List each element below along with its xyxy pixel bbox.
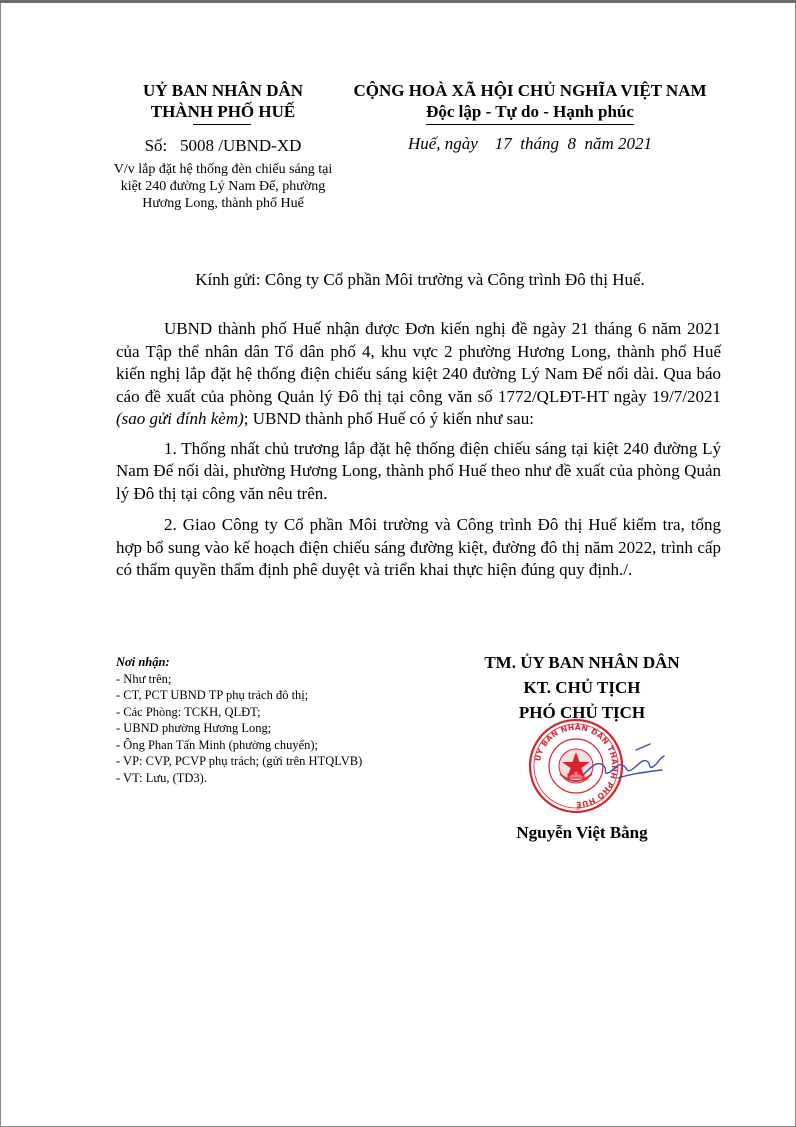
distribution-item: - UBND phường Hương Long;	[116, 721, 272, 735]
signing-authority: TM. ỦY BAN NHÂN DÂN	[484, 653, 680, 672]
handwritten-signature-icon	[578, 736, 668, 786]
distribution-item: - Như trên;	[116, 671, 172, 686]
country-name: CỘNG HOÀ XÃ HỘI CHỦ NGHĨA VIỆT NAM	[353, 81, 707, 100]
signer-title: PHÓ CHỦ TỊCH	[518, 703, 646, 722]
signer-name: Nguyễn Việt Bằng	[516, 823, 648, 842]
body-paragraph-3: 2. Giao Công ty Cổ phần Môi trường và Công trình Đô thị Huế kiểm tra, tổng hợp bổ sung vào kế hoạch điện chiếu sáng đường kiệt, đường đô thị năm 2022, trình cấp có thẩm quyền thẩm định phê duyệt và triển khai thực hiện đúng quy định./.	[116, 515, 721, 579]
issuing-authority	[104, 80, 342, 122]
distribution-item: - Ông Phan Tấn Minh (phường chuyển);	[116, 737, 319, 752]
distribution-item: - VT: Lưu, (TD3).	[116, 770, 207, 785]
body-paragraph-1-text: UBND thành phố Huế nhận được Đơn kiến nghị đề ngày 21 tháng 6 năm 2021 của Tập thể nhân dân Tổ dân phố 4, khu vực 2 phường Hương Long, thành phố Huế kiến nghị lắp đặt hệ thống điện chiếu sáng kiệt 240 đường Lý Nam Đế nối dài. Qua báo cáo đề xuất của phòng Quản lý Đô thị tại công văn số 1772/QLĐT-HT ngày 19/7/2021	[116, 319, 721, 406]
distribution-list	[116, 654, 416, 786]
recipient-line: Kính gửi: Công ty Cổ phần Môi trường và Công trình Đô thị Huế.	[195, 270, 645, 289]
body-paragraph-1	[116, 318, 721, 431]
document-subject: V/v lắp đặt hệ thống đèn chiếu sáng tại kiệt 240 đường Lý Nam Đế, phường Hương Long, thành phố Huế	[113, 162, 333, 211]
national-title	[340, 80, 720, 122]
document-body	[116, 318, 721, 591]
distribution-items	[116, 671, 416, 787]
distribution-item: - VP: CVP, PCVP phụ trách; (gửi trên HTQLVB)	[116, 754, 363, 768]
page-top-edge	[0, 0, 796, 3]
distribution-title: Nơi nhận:	[116, 655, 170, 669]
place-and-date: Huế, ngày 17 tháng 8 năm 2021	[407, 134, 653, 153]
body-paragraph-2: 1. Thống nhất chủ trương lắp đặt hệ thống điện chiếu sáng tại kiệt 240 đường Lý Nam Đế nối dài, phường Hương Long, thành phố Huế theo như đề xuất của phòng Quản lý Đô thị tại công văn nêu trên.	[116, 438, 721, 503]
distribution-item: - Các Phòng: TCKH, QLĐT;	[116, 704, 261, 719]
attachment-note: (sao gửi đính kèm)	[116, 409, 244, 428]
authority-line-1: UỶ BAN NHÂN DÂN	[142, 81, 304, 100]
authority-line-2: THÀNH PHỐ HUẾ	[150, 102, 296, 121]
signing-capacity: KT. CHỦ TỊCH	[523, 678, 641, 697]
document-number: Số: 5008 /UBND-XD	[144, 136, 302, 155]
seal-ring-text: ỦY BAN NHÂN DÂN THÀNH PHỐ HUẾ	[533, 722, 620, 810]
national-motto: Độc lập - Tự do - Hạnh phúc	[426, 102, 634, 121]
signature-block	[452, 650, 712, 725]
body-paragraph-1-tail: ; UBND thành phố Huế có ý kiến như sau:	[243, 409, 534, 428]
distribution-item: - CT, PCT UBND TP phụ trách đô thị;	[116, 688, 309, 702]
